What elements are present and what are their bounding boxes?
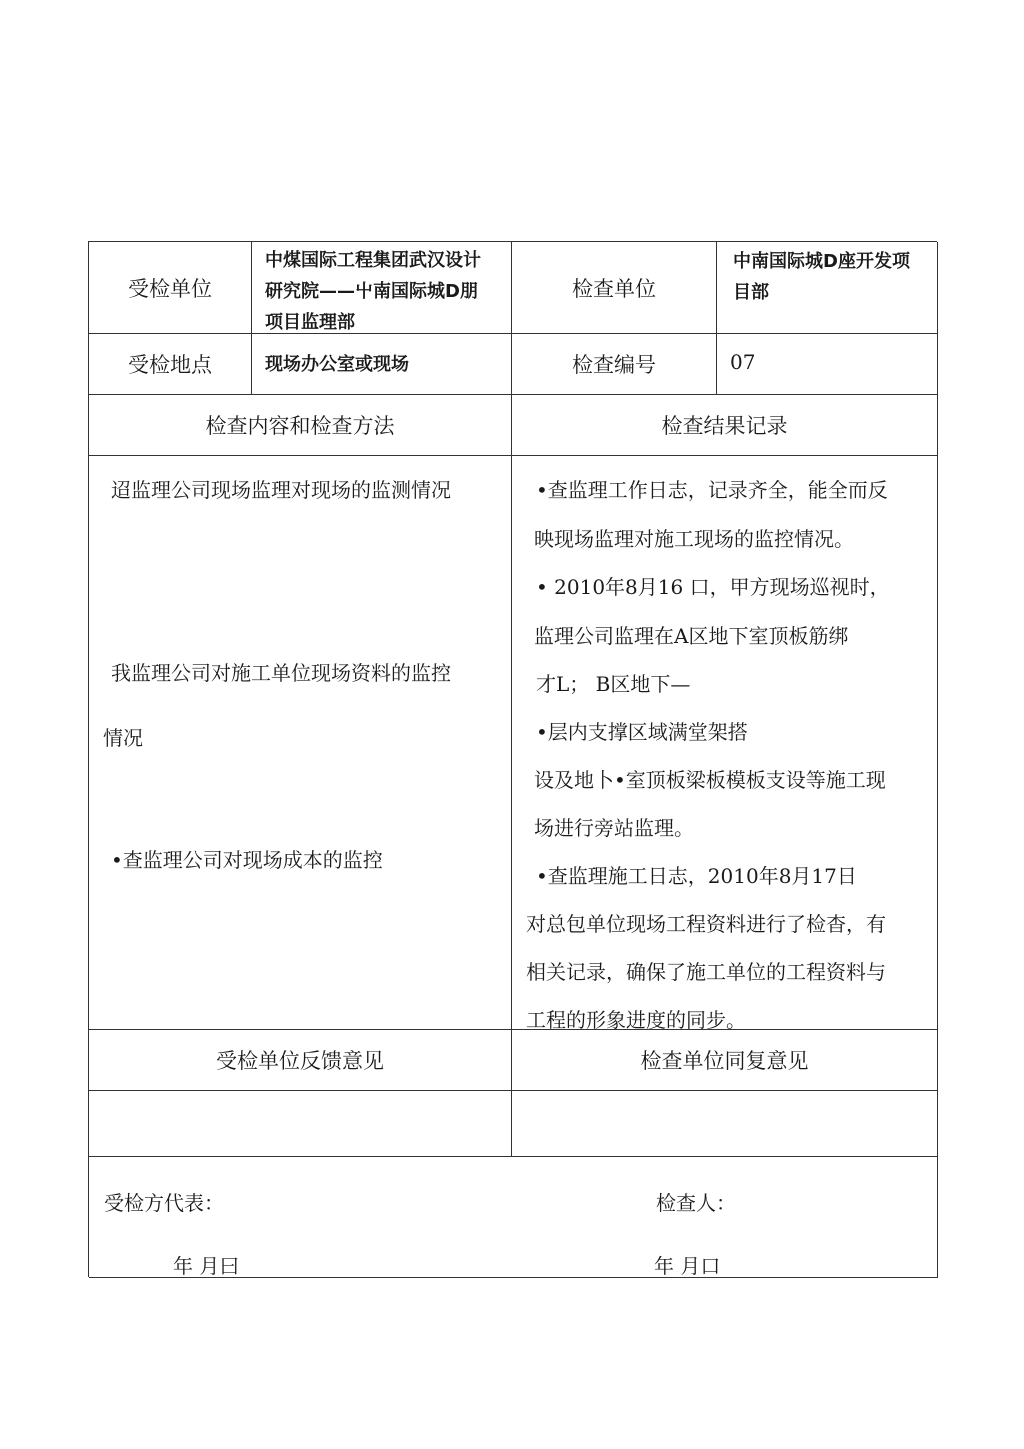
inspecting-unit-value-cell [717,242,938,334]
result-header-cell [512,395,938,456]
inspected-unit-value-line: 研究院——屮南国际城D朋 [265,281,478,302]
result-line: •查监理施工日志，2010年8月17日 [536,864,857,888]
inspected-date: 年 月曰 [173,1254,240,1278]
inspecting-unit-value-line: 目部 [733,282,769,303]
content-item: 我监理公司对施工单位现场资料的监控 [111,661,451,685]
result-line: 场进行旁站监理。 [534,816,694,840]
content-item: •查监理公司对现场成本的监控 [111,848,383,872]
result-header: 检查结果记录 [661,414,788,438]
location-value-cell [252,334,512,395]
result-line: 相关记录，确保了施工单位的工程资料与 [526,960,886,984]
inspection-form-table [88,241,937,1277]
result-line: 对总包单位现场工程资料进行了检杳，有 [526,912,886,936]
result-cell [512,456,938,1030]
number-label: 检查编号 [572,353,656,377]
number-value: 07 [730,350,756,374]
content-header-cell [89,395,512,456]
result-line: • 2010年8月16 口，甲方现场巡视时， [536,575,890,599]
inspected-unit-value-cell [252,242,512,334]
location-value: 现场办公室或现场 [265,354,409,375]
inspected-unit-label-cell [89,242,252,334]
content-cell [89,456,512,1030]
content-header: 检查内容和检查方法 [205,414,395,438]
inspected-unit-value-line: 项目监理部 [265,312,355,333]
feedback-header: 受检单位反馈意见 [216,1049,384,1073]
inspecting-unit-label: 检查单位 [572,276,656,301]
content-item: 迢监理公司现场监理对现场的监测情况 [111,478,451,502]
location-label: 受检地点 [128,353,212,377]
result-line: 映现场监理对施工现场的监控情况。 [534,527,854,551]
feedback-header-cell [89,1030,512,1091]
result-line: 才L； B区地下— [536,672,691,696]
inspected-unit-value-line: 中煤国际工程集团武汉设计 [265,250,481,271]
inspecting-unit-label-cell [512,242,717,334]
reply-empty-cell [512,1091,938,1157]
result-line: •层内支撑区域满堂架搭 [536,720,748,744]
reply-header: 检查单位同复意见 [640,1049,809,1073]
result-line: 设及地卜•室顶板梁板模板支设等施工现 [534,768,886,792]
inspector-date: 年 月口 [654,1254,721,1278]
reply-header-cell [512,1030,938,1091]
number-value-cell [717,334,938,395]
result-line: 监理公司监理在A区地下室顶板筋绑 [534,624,849,648]
number-label-cell [512,334,717,395]
location-label-cell [89,334,252,395]
feedback-empty-cell [89,1091,512,1157]
inspecting-unit-value-line: 中南国际城D座开发项 [733,251,910,272]
result-line: 工程的形象进度的同步。 [526,1008,746,1032]
inspected-unit-label: 受检单位 [128,276,212,301]
inspected-rep-label: 受检方代表： [104,1191,224,1215]
signature-cell [89,1157,938,1278]
content-item: 情况 [103,726,143,750]
result-line: •查监理工作日志，记录齐全，能全而反 [536,478,888,502]
inspector-label: 检查人： [656,1191,736,1215]
